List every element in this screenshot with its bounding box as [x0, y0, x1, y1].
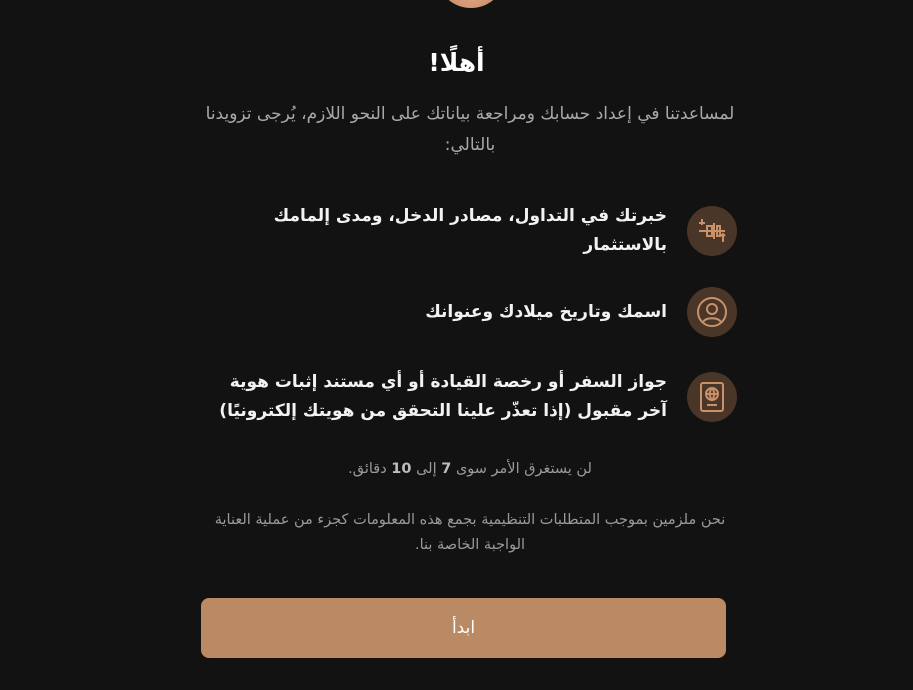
- list-item: [200, 202, 737, 260]
- duration-prefix: لن يستغرق الأمر سوى: [455, 461, 592, 477]
- page-title: أهلًا!: [428, 48, 485, 77]
- duration-middle: إلى: [416, 461, 437, 477]
- duration-note: [200, 457, 740, 482]
- passport-icon: [687, 372, 737, 422]
- start-button[interactable]: ابدأ: [201, 598, 726, 658]
- list-item: [200, 368, 737, 426]
- avatar: [436, 0, 506, 8]
- user-profile-icon: [687, 287, 737, 337]
- list-item: [200, 287, 737, 337]
- item-label: خبرتك في التداول، مصادر الدخل، ومدى إلمامك بالاستثمار: [273, 206, 667, 255]
- duration-min: 7: [441, 461, 452, 477]
- duration-suffix: دقائق.: [348, 461, 387, 477]
- item-label: اسمك وتاريخ ميلادك وعنوانك: [425, 301, 667, 322]
- regulatory-note: نحن ملزمين بموجب المتطلبات التنظيمية بجمع هذه المعلومات كجزء من عملية العناية الواجبة الخاصة بنا.: [214, 512, 726, 553]
- duration-max: 10: [391, 461, 412, 477]
- subtitle: لمساعدتنا في إعداد حسابك ومراجعة بياناتك على النحو اللازم، يُرجى تزويدنا بالتالي:: [205, 104, 735, 155]
- trading-experience-icon: [687, 206, 737, 256]
- item-label: جواز السفر أو رخصة القيادة أو أي مستند إثبات هوية آخر مقبول (إذا تعذّر علينا التحقق من هويتك إلكترونيًا): [219, 372, 667, 421]
